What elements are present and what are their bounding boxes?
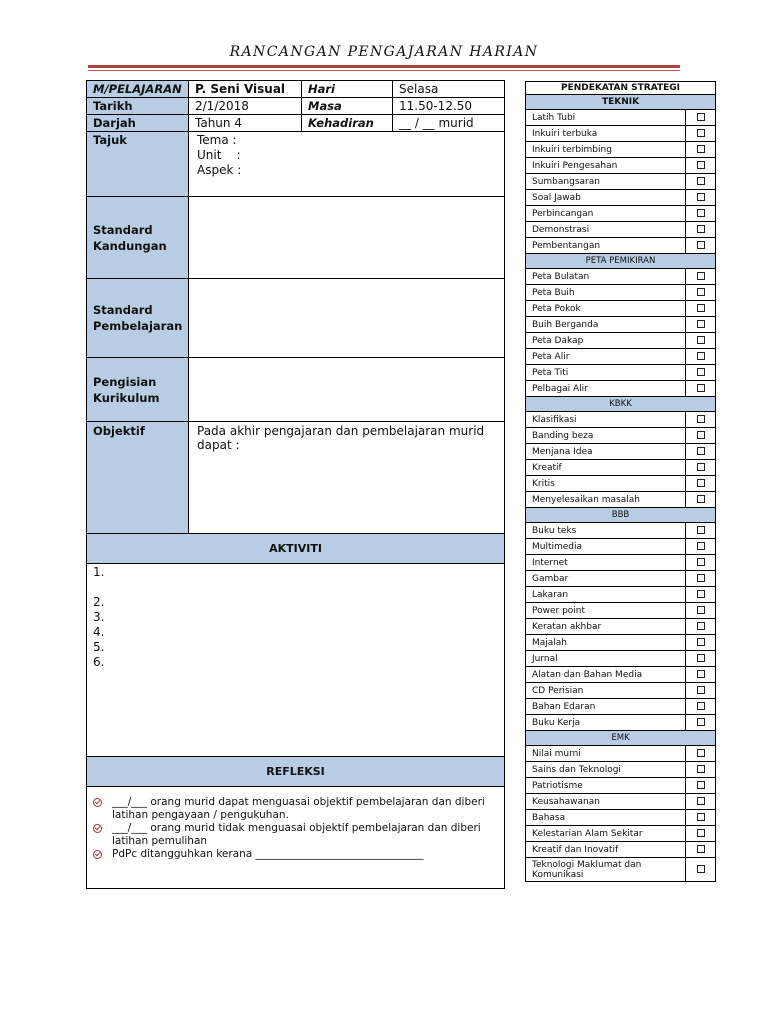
checkbox[interactable] <box>697 495 705 503</box>
checkbox[interactable] <box>697 686 705 694</box>
strategy-item-label: Kritis <box>526 476 686 492</box>
strategy-checkbox-cell <box>686 333 716 349</box>
strategy-item-label: Majalah <box>526 635 686 651</box>
checkbox[interactable] <box>697 865 705 873</box>
strategy-row <box>526 428 716 444</box>
refleksi-text: ___/___ orang murid dapat menguasai objektif pembelajaran dan diberi latihan pengayaan / pengukuhan. <box>112 796 485 821</box>
strategy-checkbox-cell <box>686 794 716 810</box>
strategy-row <box>526 269 716 285</box>
strategy-checkbox-cell <box>686 174 716 190</box>
checkbox[interactable] <box>697 702 705 710</box>
strategy-checkbox-cell <box>686 269 716 285</box>
strategy-row <box>526 206 716 222</box>
strategy-checkbox-cell <box>686 523 716 539</box>
strategy-checkbox-cell <box>686 126 716 142</box>
strategy-item-label: CD Perisian <box>526 683 686 699</box>
checkbox[interactable] <box>697 161 705 169</box>
strategy-row <box>526 715 716 731</box>
checkbox[interactable] <box>697 479 705 487</box>
strategy-checkbox-cell <box>686 619 716 635</box>
strategy-row <box>526 238 716 254</box>
strategy-checkbox-cell <box>686 651 716 667</box>
objektif-field[interactable]: Pada akhir pengajaran dan pembelajaran murid dapat : <box>189 422 505 534</box>
strategy-row <box>526 142 716 158</box>
standard-pembelajaran-label: Standard Pembelajaran <box>87 279 189 358</box>
strategy-item-label: Peta Pokok <box>526 301 686 317</box>
strategy-checkbox-cell <box>686 683 716 699</box>
strategy-row <box>526 317 716 333</box>
strategy-row <box>526 762 716 778</box>
refleksi-text: PdPc ditangguhkan kerana ________________________________ <box>112 848 424 860</box>
strategy-item-label: Latih Tubi <box>526 110 686 126</box>
strategy-item-label: Lakaran <box>526 587 686 603</box>
strategy-item-label: Nilai murni <box>526 746 686 762</box>
darjah-value[interactable]: Tahun 4 <box>189 115 302 132</box>
kehadiran-label: Kehadiran <box>302 115 393 132</box>
strategy-item-label: Menyelesaikan masalah <box>526 492 686 508</box>
strategy-item-label: Kreatif dan Inovatif <box>526 842 686 858</box>
tema-line: Tema : <box>197 133 237 147</box>
strategy-row <box>526 110 716 126</box>
checkbox[interactable] <box>697 845 705 853</box>
strategy-row <box>526 667 716 683</box>
strategy-checkbox-cell <box>686 699 716 715</box>
strategy-row <box>526 126 716 142</box>
strategy-item-label: Banding beza <box>526 428 686 444</box>
strategy-row <box>526 492 716 508</box>
strategy-item-label: Sumbangsaran <box>526 174 686 190</box>
strategy-row <box>526 858 716 882</box>
strategy-checkbox-cell <box>686 190 716 206</box>
strategy-checkbox-cell <box>686 444 716 460</box>
strategy-row <box>526 301 716 317</box>
strategy-checkbox-cell <box>686 571 716 587</box>
strategy-checkbox-cell <box>686 317 716 333</box>
strategy-row <box>526 539 716 555</box>
strategy-checkbox-cell <box>686 476 716 492</box>
strategy-checkbox-cell <box>686 492 716 508</box>
checkbox[interactable] <box>697 622 705 630</box>
strategy-row <box>526 158 716 174</box>
strategy-checkbox-cell <box>686 810 716 826</box>
aktiviti-item: 5. <box>93 640 105 654</box>
tarikh-label: Tarikh <box>87 98 189 115</box>
checkbox[interactable] <box>697 272 705 280</box>
strategy-item-label: Peta Alir <box>526 349 686 365</box>
strategy-checkbox-cell <box>686 667 716 683</box>
refleksi-item <box>93 796 498 822</box>
strategy-checkbox-cell <box>686 142 716 158</box>
strategy-row <box>526 349 716 365</box>
strategy-row <box>526 778 716 794</box>
strategy-checkbox-cell <box>686 365 716 381</box>
checkbox[interactable] <box>697 209 705 217</box>
strategy-item-label: Buku Kerja <box>526 715 686 731</box>
masa-value[interactable]: 11.50-12.50 <box>393 98 505 115</box>
hari-label: Hari <box>302 81 393 98</box>
check-circle-icon <box>93 798 102 807</box>
strategy-item-label: Sains dan Teknologi <box>526 762 686 778</box>
strategy-row <box>526 571 716 587</box>
strategy-section-bbb: BBB <box>526 508 716 523</box>
strategy-item-label: Patriotisme <box>526 778 686 794</box>
checkbox[interactable] <box>697 606 705 614</box>
strategy-item-label: Internet <box>526 555 686 571</box>
masa-label: Masa <box>302 98 393 115</box>
strategy-row <box>526 523 716 539</box>
strategy-checkbox-cell <box>686 746 716 762</box>
tajuk-field[interactable] <box>189 132 505 197</box>
checkbox[interactable] <box>697 749 705 757</box>
strategy-checkbox-cell <box>686 635 716 651</box>
refleksi-header: REFLEKSI <box>87 757 505 787</box>
strategy-row <box>526 412 716 428</box>
strategy-item-label: Power point <box>526 603 686 619</box>
strategy-row <box>526 651 716 667</box>
strategy-checkbox-cell <box>686 285 716 301</box>
checkbox[interactable] <box>697 320 705 328</box>
checkbox[interactable] <box>697 638 705 646</box>
refleksi-text: ___/___ orang murid tidak menguasai objektif pembelajaran dan diberi latihan pemulihan <box>112 822 481 847</box>
checkbox[interactable] <box>697 447 705 455</box>
lesson-plan-table <box>86 80 505 889</box>
strategy-section-kbkk: KBKK <box>526 397 716 412</box>
strategy-checkbox-cell <box>686 381 716 397</box>
strategy-item-label: Kelestarian Alam Sekitar <box>526 826 686 842</box>
strategy-item-label: Menjana Idea <box>526 444 686 460</box>
strategy-item-label: Peta Titi <box>526 365 686 381</box>
title-rule <box>88 65 680 68</box>
checkbox[interactable] <box>697 558 705 566</box>
strategy-section-teknik: TEKNIK <box>526 95 716 110</box>
strategy-checkbox-cell <box>686 238 716 254</box>
strategy-item-label: Pelbagai Alir <box>526 381 686 397</box>
refleksi-item <box>93 848 498 861</box>
strategy-checkbox-cell <box>686 460 716 476</box>
strategy-item-label: Inkuiri terbimbing <box>526 142 686 158</box>
strategy-row <box>526 381 716 397</box>
checkbox[interactable] <box>697 590 705 598</box>
strategy-checkbox-cell <box>686 858 716 882</box>
strategy-row <box>526 635 716 651</box>
aktiviti-item: 4. <box>93 625 105 639</box>
strategy-item-label: Keratan akhbar <box>526 619 686 635</box>
checkbox[interactable] <box>697 765 705 773</box>
strategy-row <box>526 190 716 206</box>
strategy-checkbox-cell <box>686 349 716 365</box>
strategy-row <box>526 794 716 810</box>
strategy-item-label: Buku teks <box>526 523 686 539</box>
strategy-item-label: Peta Bulatan <box>526 269 686 285</box>
checkbox[interactable] <box>697 241 705 249</box>
aktiviti-item: 3. <box>93 610 105 624</box>
checkbox[interactable] <box>697 415 705 423</box>
refleksi-field[interactable] <box>87 787 505 889</box>
strategy-row <box>526 285 716 301</box>
mapel-label: M/PELAJARAN <box>87 81 189 98</box>
checkbox[interactable] <box>697 431 705 439</box>
strategy-item-label: Alatan dan Bahan Media <box>526 667 686 683</box>
strategy-row <box>526 683 716 699</box>
aktiviti-item: 1. <box>93 565 105 579</box>
strategy-item-label: Buih Berganda <box>526 317 686 333</box>
strategy-item-label: Pembentangan <box>526 238 686 254</box>
strategy-item-label: Inkuiri terbuka <box>526 126 686 142</box>
strategy-row <box>526 174 716 190</box>
strategy-row <box>526 555 716 571</box>
strategy-item-label: Jurnal <box>526 651 686 667</box>
strategy-item-label: Perbincangan <box>526 206 686 222</box>
strategy-row <box>526 699 716 715</box>
checkbox[interactable] <box>697 797 705 805</box>
check-circle-icon <box>93 824 102 833</box>
checkbox[interactable] <box>697 670 705 678</box>
strategy-item-label: Soal Jawab <box>526 190 686 206</box>
title-rule-thin <box>88 70 680 71</box>
strategy-section-peta: PETA PEMIKIRAN <box>526 254 716 269</box>
strategy-checkbox-cell <box>686 222 716 238</box>
strategy-item-label: Peta Dakap <box>526 333 686 349</box>
strategy-item-label: Peta Buih <box>526 285 686 301</box>
strategy-item-label: Gambar <box>526 571 686 587</box>
darjah-label: Darjah <box>87 115 189 132</box>
checkbox[interactable] <box>697 718 705 726</box>
strategy-item-label: Demonstrasi <box>526 222 686 238</box>
checkbox[interactable] <box>697 225 705 233</box>
strategy-item-label: Multimedia <box>526 539 686 555</box>
aktiviti-header: AKTIVITI <box>87 534 505 564</box>
hari-value[interactable]: Selasa <box>393 81 505 98</box>
strategy-checkbox-cell <box>686 206 716 222</box>
pengisian-kurikulum-label: Pengisian Kurikulum <box>87 358 189 422</box>
strategy-checkbox-cell <box>686 762 716 778</box>
tarikh-value[interactable]: 2/1/2018 <box>189 98 302 115</box>
checkbox[interactable] <box>697 368 705 376</box>
strategy-item-label: Klasifikasi <box>526 412 686 428</box>
checkbox[interactable] <box>697 177 705 185</box>
strategy-item-label: Kreatif <box>526 460 686 476</box>
checkbox[interactable] <box>697 304 705 312</box>
aktiviti-field[interactable] <box>87 564 505 757</box>
checkbox[interactable] <box>697 145 705 153</box>
strategy-item-label: Teknologi Maklumat dan Komunikasi <box>526 858 686 882</box>
checkbox[interactable] <box>697 654 705 662</box>
strategy-row <box>526 842 716 858</box>
strategy-checkbox-cell <box>686 428 716 444</box>
checkbox[interactable] <box>697 288 705 296</box>
strategy-item-label: Bahan Edaran <box>526 699 686 715</box>
strategy-row <box>526 810 716 826</box>
check-circle-icon <box>93 850 102 859</box>
checkbox[interactable] <box>697 336 705 344</box>
checkbox[interactable] <box>697 542 705 550</box>
checkbox[interactable] <box>697 384 705 392</box>
mapel-value[interactable]: P. Seni Visual <box>189 81 302 98</box>
strategy-checkbox-cell <box>686 778 716 794</box>
strategy-checkbox-cell <box>686 587 716 603</box>
standard-kandungan-label: Standard Kandungan <box>87 197 189 279</box>
checkbox[interactable] <box>697 129 705 137</box>
objektif-label: Objektif <box>87 422 189 534</box>
strategy-row <box>526 333 716 349</box>
strategy-item-label: Keusahawanan <box>526 794 686 810</box>
strategy-row <box>526 619 716 635</box>
strategy-checkbox-cell <box>686 715 716 731</box>
strategy-row <box>526 365 716 381</box>
strategy-checkbox-cell <box>686 158 716 174</box>
strategy-checkbox-cell <box>686 301 716 317</box>
strategy-checkbox-cell <box>686 412 716 428</box>
checkbox[interactable] <box>697 574 705 582</box>
checkbox[interactable] <box>697 193 705 201</box>
pengisian-kurikulum-field[interactable] <box>189 358 505 422</box>
aspek-line: Aspek : <box>197 163 242 177</box>
checkbox[interactable] <box>697 463 705 471</box>
strategy-row <box>526 746 716 762</box>
strategy-checkbox-cell <box>686 826 716 842</box>
strategy-item-label: Inkuiri Pengesahan <box>526 158 686 174</box>
unit-line: Unit : <box>197 148 241 162</box>
strategy-row <box>526 603 716 619</box>
strategy-row <box>526 587 716 603</box>
checkbox[interactable] <box>697 781 705 789</box>
strategy-row <box>526 826 716 842</box>
checkbox[interactable] <box>697 352 705 360</box>
strategy-item-label: Bahasa <box>526 810 686 826</box>
checkbox[interactable] <box>697 113 705 121</box>
standard-pembelajaran-field[interactable] <box>189 279 505 358</box>
strategy-row <box>526 460 716 476</box>
strategy-checkbox-cell <box>686 842 716 858</box>
refleksi-item <box>93 822 498 848</box>
strategy-section-emk: EMK <box>526 731 716 746</box>
kehadiran-value[interactable]: __ / __ murid <box>393 115 505 132</box>
checkbox[interactable] <box>697 813 705 821</box>
strategy-checkbox-cell <box>686 539 716 555</box>
strategy-checkbox-cell <box>686 110 716 126</box>
strategy-checkbox-cell <box>686 603 716 619</box>
checkbox[interactable] <box>697 526 705 534</box>
page-title: RANCANGAN PENGAJARAN HARIAN <box>229 44 539 60</box>
tajuk-label: Tajuk <box>87 132 189 197</box>
checkbox[interactable] <box>697 829 705 837</box>
aktiviti-item: 2. <box>93 595 105 609</box>
strategy-row <box>526 476 716 492</box>
strategy-checkbox-cell <box>686 555 716 571</box>
strategy-table <box>525 81 716 882</box>
strategy-title: PENDEKATAN STRATEGI <box>526 82 716 95</box>
strategy-row <box>526 444 716 460</box>
standard-kandungan-field[interactable] <box>189 197 505 279</box>
strategy-row <box>526 222 716 238</box>
aktiviti-item: 6. <box>93 655 105 669</box>
